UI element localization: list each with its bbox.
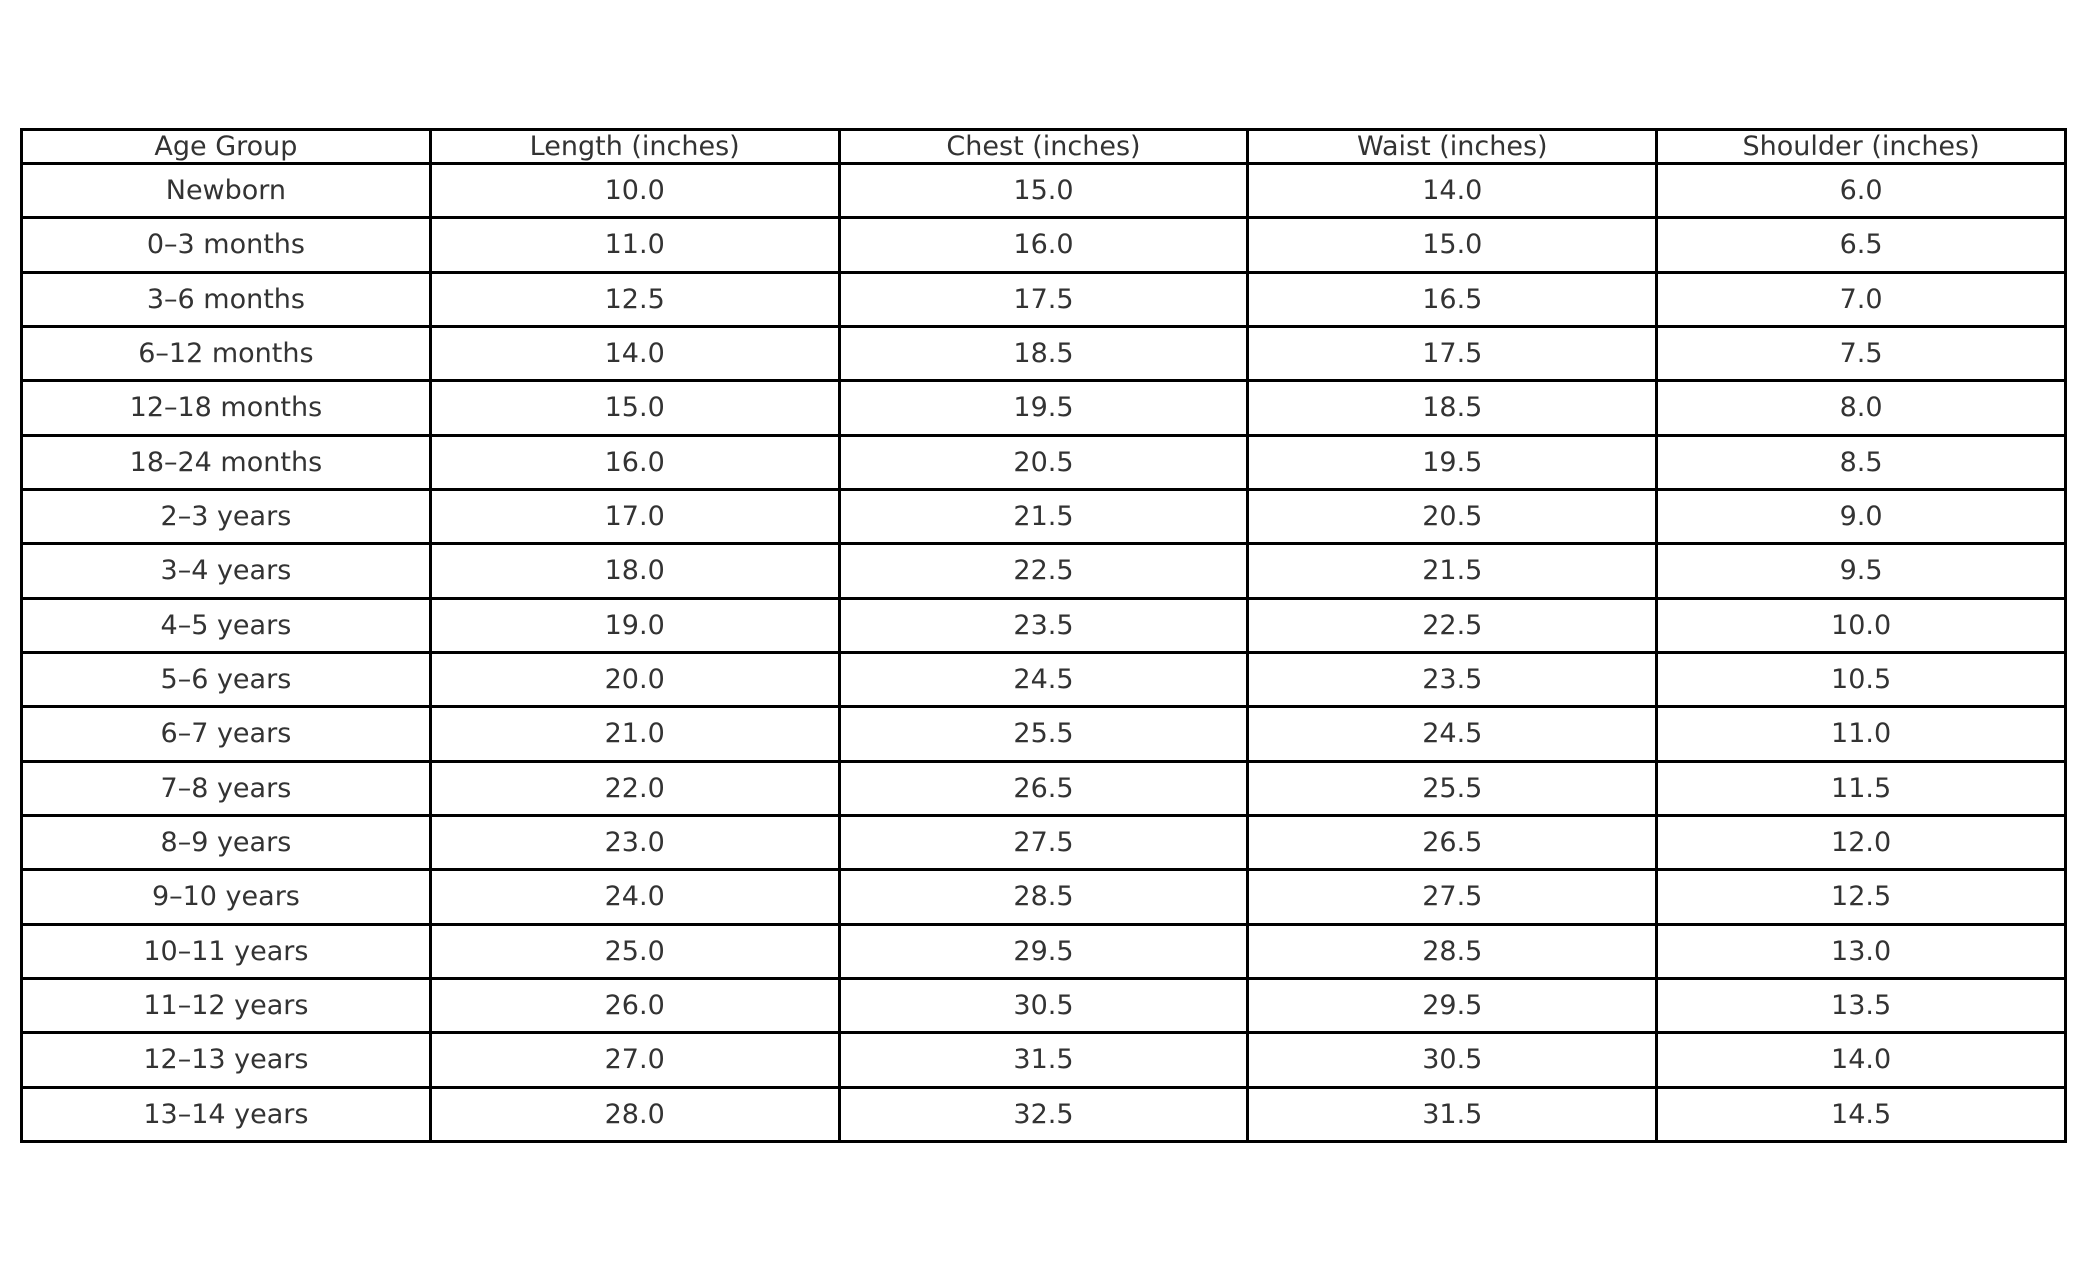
measurement-cell: 25.0 (430, 924, 839, 978)
table-row (22, 707, 2066, 761)
column-header: Age Group (22, 130, 431, 164)
measurement-cell: 10.0 (430, 164, 839, 218)
measurement-cell: 17.5 (1248, 326, 1657, 380)
measurement-cell: 19.5 (1248, 435, 1657, 489)
measurement-cell: 16.0 (839, 218, 1248, 272)
measurement-cell: 28.5 (1248, 924, 1657, 978)
measurement-cell: 9.5 (1657, 544, 2066, 598)
table-row (22, 924, 2066, 978)
table-row (22, 761, 2066, 815)
measurement-cell: 21.5 (1248, 544, 1657, 598)
measurement-cell: 11.0 (430, 218, 839, 272)
measurement-cell: 17.0 (430, 489, 839, 543)
measurement-cell: 10.0 (1657, 598, 2066, 652)
measurement-cell: 13.5 (1657, 978, 2066, 1032)
measurement-cell: 29.5 (1248, 978, 1657, 1032)
age-group-cell: 3–4 years (22, 544, 431, 598)
header-row (22, 130, 2066, 164)
table-row (22, 978, 2066, 1032)
measurement-cell: 20.0 (430, 652, 839, 706)
measurement-cell: 23.5 (1248, 652, 1657, 706)
age-group-cell: 0–3 months (22, 218, 431, 272)
measurement-cell: 12.0 (1657, 815, 2066, 869)
measurement-cell: 23.0 (430, 815, 839, 869)
table-row (22, 652, 2066, 706)
age-group-cell: 10–11 years (22, 924, 431, 978)
table-row (22, 164, 2066, 218)
measurement-cell: 14.0 (1248, 164, 1657, 218)
age-group-cell: 5–6 years (22, 652, 431, 706)
table-row (22, 489, 2066, 543)
measurement-cell: 16.0 (430, 435, 839, 489)
measurement-cell: 21.0 (430, 707, 839, 761)
table-row (22, 815, 2066, 869)
measurement-cell: 24.5 (1248, 707, 1657, 761)
measurement-cell: 14.0 (1657, 1033, 2066, 1087)
measurement-cell: 22.5 (839, 544, 1248, 598)
measurement-cell: 27.5 (1248, 870, 1657, 924)
table-row (22, 435, 2066, 489)
measurement-cell: 18.5 (839, 326, 1248, 380)
table-body (22, 164, 2066, 1142)
measurement-cell: 29.5 (839, 924, 1248, 978)
measurement-cell: 28.0 (430, 1087, 839, 1141)
measurement-cell: 22.0 (430, 761, 839, 815)
measurement-cell: 14.5 (1657, 1087, 2066, 1141)
table-row (22, 326, 2066, 380)
measurement-cell: 25.5 (839, 707, 1248, 761)
measurement-cell: 31.5 (839, 1033, 1248, 1087)
measurement-cell: 24.0 (430, 870, 839, 924)
measurement-cell: 13.0 (1657, 924, 2066, 978)
age-group-cell: 18–24 months (22, 435, 431, 489)
measurement-cell: 21.5 (839, 489, 1248, 543)
age-group-cell: 13–14 years (22, 1087, 431, 1141)
size-chart-table (20, 128, 2067, 1143)
measurement-cell: 15.0 (430, 381, 839, 435)
column-header: Chest (inches) (839, 130, 1248, 164)
measurement-cell: 6.5 (1657, 218, 2066, 272)
measurement-cell: 8.5 (1657, 435, 2066, 489)
measurement-cell: 27.5 (839, 815, 1248, 869)
measurement-cell: 30.5 (1248, 1033, 1657, 1087)
age-group-cell: 7–8 years (22, 761, 431, 815)
table-row (22, 870, 2066, 924)
measurement-cell: 26.5 (839, 761, 1248, 815)
measurement-cell: 26.0 (430, 978, 839, 1032)
table-row (22, 272, 2066, 326)
age-group-cell: 12–13 years (22, 1033, 431, 1087)
measurement-cell: 18.0 (430, 544, 839, 598)
measurement-cell: 24.5 (839, 652, 1248, 706)
measurement-cell: 14.0 (430, 326, 839, 380)
measurement-cell: 10.5 (1657, 652, 2066, 706)
measurement-cell: 18.5 (1248, 381, 1657, 435)
age-group-cell: 9–10 years (22, 870, 431, 924)
measurement-cell: 11.5 (1657, 761, 2066, 815)
measurement-cell: 28.5 (839, 870, 1248, 924)
measurement-cell: 31.5 (1248, 1087, 1657, 1141)
measurement-cell: 7.0 (1657, 272, 2066, 326)
column-header: Length (inches) (430, 130, 839, 164)
age-group-cell: Newborn (22, 164, 431, 218)
table-header (22, 130, 2066, 164)
measurement-cell: 26.5 (1248, 815, 1657, 869)
age-group-cell: 3–6 months (22, 272, 431, 326)
measurement-cell: 20.5 (839, 435, 1248, 489)
table-row (22, 1087, 2066, 1141)
measurement-cell: 30.5 (839, 978, 1248, 1032)
measurement-cell: 27.0 (430, 1033, 839, 1087)
column-header: Shoulder (inches) (1657, 130, 2066, 164)
measurement-cell: 12.5 (430, 272, 839, 326)
measurement-cell: 22.5 (1248, 598, 1657, 652)
age-group-cell: 11–12 years (22, 978, 431, 1032)
measurement-cell: 9.0 (1657, 489, 2066, 543)
column-header: Waist (inches) (1248, 130, 1657, 164)
table-row (22, 218, 2066, 272)
measurement-cell: 16.5 (1248, 272, 1657, 326)
measurement-cell: 17.5 (839, 272, 1248, 326)
table-row (22, 381, 2066, 435)
measurement-cell: 15.0 (1248, 218, 1657, 272)
measurement-cell: 32.5 (839, 1087, 1248, 1141)
size-chart (20, 128, 2067, 1143)
measurement-cell: 25.5 (1248, 761, 1657, 815)
measurement-cell: 19.0 (430, 598, 839, 652)
age-group-cell: 6–12 months (22, 326, 431, 380)
measurement-cell: 8.0 (1657, 381, 2066, 435)
measurement-cell: 15.0 (839, 164, 1248, 218)
measurement-cell: 12.5 (1657, 870, 2066, 924)
age-group-cell: 4–5 years (22, 598, 431, 652)
table-row (22, 598, 2066, 652)
measurement-cell: 6.0 (1657, 164, 2066, 218)
age-group-cell: 8–9 years (22, 815, 431, 869)
age-group-cell: 6–7 years (22, 707, 431, 761)
age-group-cell: 2–3 years (22, 489, 431, 543)
measurement-cell: 23.5 (839, 598, 1248, 652)
measurement-cell: 7.5 (1657, 326, 2066, 380)
table-row (22, 1033, 2066, 1087)
measurement-cell: 11.0 (1657, 707, 2066, 761)
measurement-cell: 20.5 (1248, 489, 1657, 543)
age-group-cell: 12–18 months (22, 381, 431, 435)
table-row (22, 544, 2066, 598)
measurement-cell: 19.5 (839, 381, 1248, 435)
